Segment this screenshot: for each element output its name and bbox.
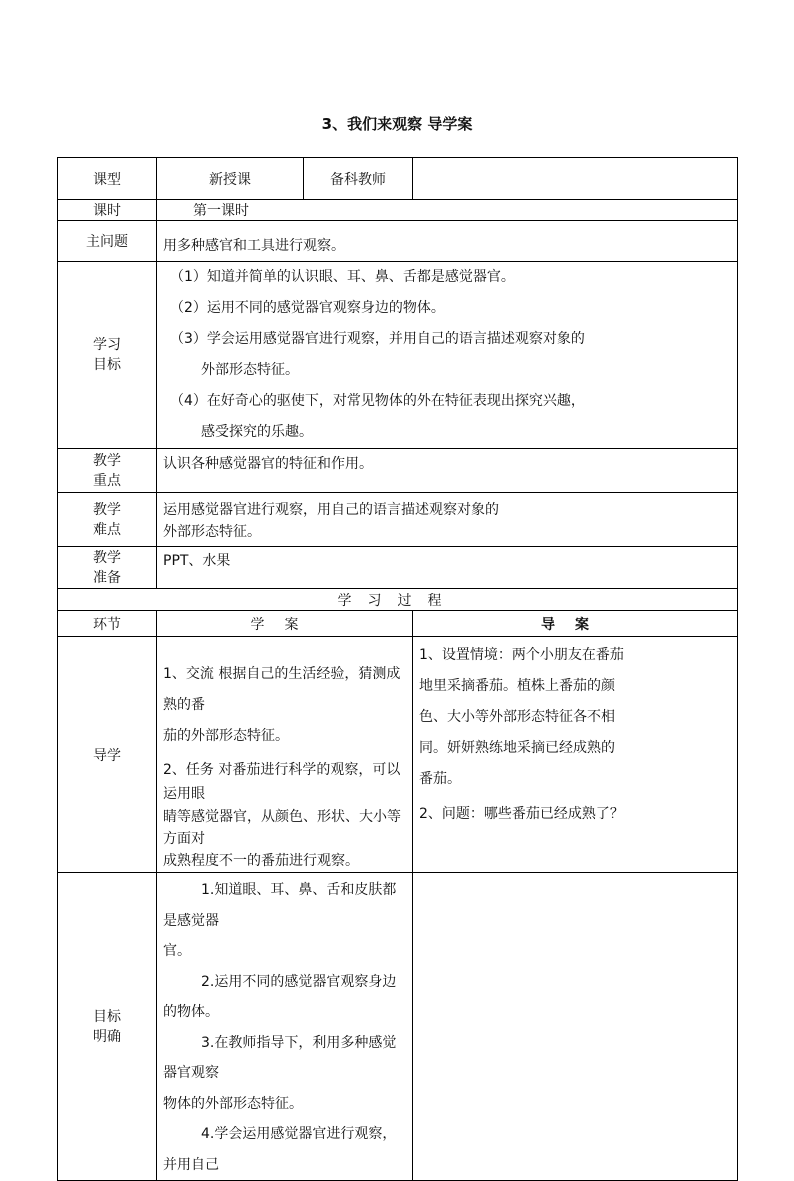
teacher-value	[413, 158, 738, 200]
header-row	[58, 158, 738, 200]
key-points-label: 教学 重点	[58, 449, 157, 493]
objectives-label: 学习 目标	[58, 262, 157, 449]
objective-item: （2）运用不同的感觉器官观察身边的物体。	[170, 300, 445, 316]
column-study: 学案	[157, 611, 413, 637]
topic-label: 主问题	[58, 221, 157, 262]
period-label: 课时	[58, 200, 157, 221]
key-points-value: 认识各种感觉器官的特征和作用。	[157, 449, 738, 493]
objectives-list	[157, 262, 738, 449]
goal-row	[58, 873, 738, 1181]
type-label: 课型	[58, 158, 157, 200]
teacher-label: 备科教师	[304, 158, 413, 200]
objective-item: （1）知道并简单的认识眼、耳、鼻、舌都是感觉器官。	[170, 269, 515, 285]
type-value: 新授课	[157, 158, 304, 200]
process-header-row	[58, 589, 738, 611]
preparation-value: PPT、水果	[157, 547, 738, 589]
preparation-label: 教学 准备	[58, 547, 157, 589]
preparation-row	[58, 547, 738, 589]
column-guide: 导案	[413, 611, 738, 637]
key-points-row	[58, 449, 738, 493]
period-value: 第一课时	[157, 200, 738, 221]
guide-study-row	[58, 637, 738, 873]
guide-stage-label: 导学	[58, 637, 157, 873]
column-stage: 环节	[58, 611, 157, 637]
guide-teacher-content: 1、设置情境：两个小朋友在番茄 地里采摘番茄。植株上番茄的颜 色、大小等外部形态特征各不相 同。妍妍熟练地采摘已经成熟的 番茄。 2、问题：哪些番茄已经成熟了？	[413, 637, 738, 873]
objectives-row	[58, 262, 738, 449]
lesson-plan-table	[57, 157, 738, 1181]
objective-item: 外部形态特征。	[201, 362, 299, 378]
objective-item: （4）在好奇心的驱使下，对常见物体的外在特征表现出探究兴趣，	[170, 393, 585, 409]
process-header: 学习过程	[58, 589, 738, 611]
column-header-row	[58, 611, 738, 637]
objective-item: 感受探究的乐趣。	[201, 424, 313, 440]
objective-item: （3）学会运用感觉器官进行观察，并用自己的语言描述观察对象的	[170, 331, 585, 347]
period-row	[58, 200, 738, 221]
page-title: 3、我们来观察 导学案	[321, 115, 473, 133]
topic-value: 用多种感官和工具进行观察。	[157, 221, 738, 262]
goal-stage-label: 目标 明确	[58, 873, 157, 1181]
goal-study-content: 1.知道眼、耳、鼻、舌和皮肤都是感觉器 官。 2.运用不同的感觉器官观察身边的物体。 3.在教师指导下，利用多种感觉器官观察 物体的外部形态特征。 4.学会运用感觉器官进行观察，并用自己	[157, 873, 413, 1181]
difficulties-value: 运用感觉器官进行观察，用自己的语言描述观察对象的 外部形态特征。	[157, 493, 738, 547]
guide-study-content: 1、交流 根据自己的生活经验，猜测成熟的番 茄的外部形态特征。 2、任务 对番茄进行科学的观察，可以运用眼 睛等感觉器官，从颜色、形状、大小等方面对 成熟程度不一的番茄进行观察。	[157, 637, 413, 873]
difficulties-row	[58, 493, 738, 547]
topic-row	[58, 221, 738, 262]
difficulties-label: 教学 难点	[58, 493, 157, 547]
goal-guide-content	[413, 873, 738, 1181]
